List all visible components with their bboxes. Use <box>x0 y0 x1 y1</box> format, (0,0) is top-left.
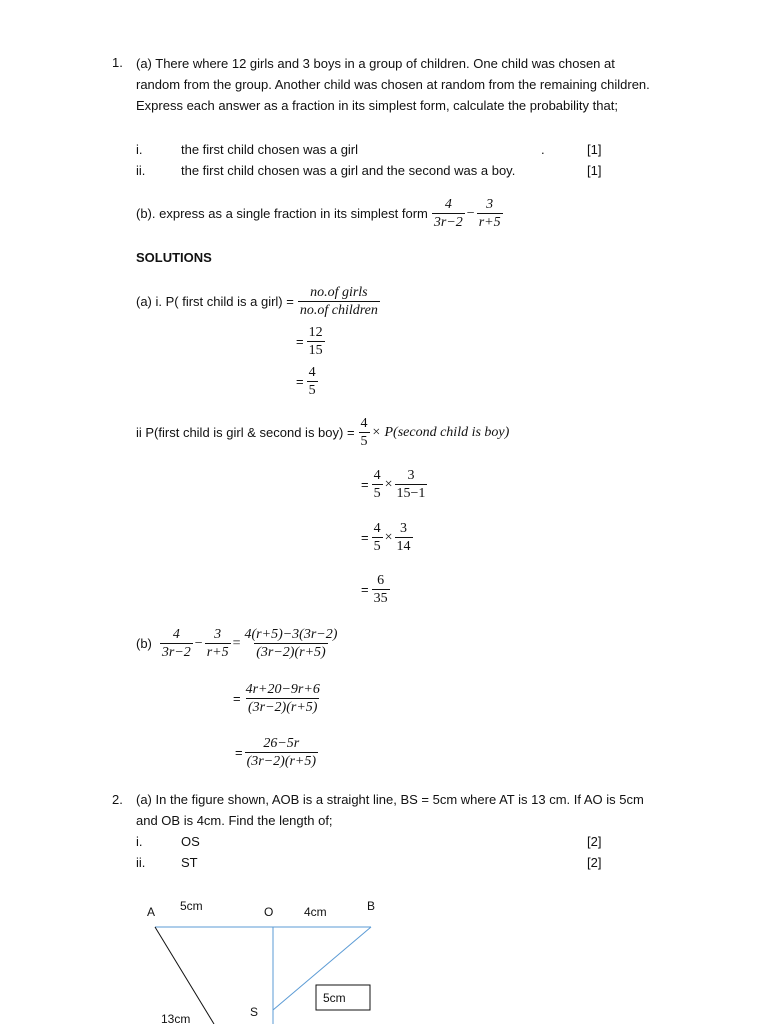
part-text: the first child chosen was a girl <box>181 142 359 157</box>
solution-step <box>296 364 318 399</box>
part-text: the first child chosen was a girl and the second was a boy. <box>181 163 516 178</box>
numerator: 12 <box>308 325 323 340</box>
numerator: 4 <box>172 627 180 642</box>
denominator: 5 <box>308 383 316 398</box>
part-number: ii. <box>136 855 146 870</box>
denominator: r+5 <box>206 645 229 660</box>
geometry-figure <box>0 884 768 1024</box>
equals: = <box>361 582 369 597</box>
denominator: 3r−2 <box>161 645 191 660</box>
fraction <box>477 196 503 231</box>
part-text: OS <box>181 834 200 849</box>
solution-step <box>233 681 322 716</box>
equals: = <box>233 691 241 706</box>
solution-a-ii <box>136 415 509 450</box>
numerator: 3 <box>486 197 494 212</box>
numerator: 4r+20−9r+6 <box>245 682 320 697</box>
ao-length-label: 5cm <box>180 899 203 913</box>
marks: [2] <box>587 855 602 870</box>
marks: [2] <box>587 834 602 849</box>
denominator: no.of children <box>299 303 378 318</box>
denominator: 15−1 <box>396 486 426 501</box>
numerator: 26−5r <box>263 736 300 751</box>
line-at <box>155 927 214 1024</box>
equals: = <box>361 477 369 492</box>
denominator: 5 <box>373 539 381 554</box>
fraction <box>307 364 318 399</box>
part-number: i. <box>136 834 143 849</box>
marks: [1] <box>587 163 602 178</box>
fraction <box>372 572 390 607</box>
solution-label: ii P(first child is girl & second is boy) = <box>136 425 355 440</box>
marks: [1] <box>587 142 602 157</box>
fraction <box>245 735 318 770</box>
equals: = <box>361 530 369 545</box>
question-text: (a) There where 12 girls and 3 boys in a group of children. One child was chosen at random from the group. Another child was chosen at random from the remaining children. Express each answer as a fraction in its simplest form, calculate the probability that; <box>136 56 650 113</box>
equals: = <box>296 334 304 349</box>
dot: . <box>541 142 545 157</box>
numerator: 4 <box>373 521 381 536</box>
point-s-label: S <box>250 1005 259 1019</box>
fraction <box>395 520 413 555</box>
equals: = <box>232 635 241 651</box>
question-number: 1. <box>112 55 123 70</box>
equals: = <box>296 374 304 389</box>
numerator: 6 <box>377 573 385 588</box>
fraction <box>372 520 383 555</box>
numerator: 4 <box>444 197 452 212</box>
fraction <box>244 681 322 716</box>
numerator: 4(r+5)−3(3r−2) <box>244 627 338 642</box>
fraction <box>395 467 428 502</box>
ob-length-label: 4cm <box>304 905 327 919</box>
point-b-label: B <box>367 899 376 913</box>
denominator: 5 <box>360 434 368 449</box>
fraction <box>307 324 325 359</box>
numerator: 3 <box>407 468 415 483</box>
probability-term: × P(second child is boy) <box>371 424 510 440</box>
denominator: 3r−2 <box>433 215 463 230</box>
numerator: 3 <box>214 627 222 642</box>
operator: − <box>194 635 203 651</box>
denominator: 14 <box>396 539 411 554</box>
at-length-label: 13cm <box>161 1012 191 1024</box>
denominator: (3r−2)(r+5) <box>246 754 317 769</box>
bs-length-label: 5cm <box>323 991 346 1005</box>
fraction <box>298 284 380 319</box>
part-number: i. <box>136 142 143 157</box>
part-text: ST <box>181 855 198 870</box>
numerator: 4 <box>360 416 368 431</box>
part-number: ii. <box>136 163 146 178</box>
operator: × <box>384 476 393 492</box>
solution-b <box>136 626 339 661</box>
denominator: (3r−2)(r+5) <box>256 645 326 660</box>
solution-step <box>361 520 413 555</box>
fraction <box>243 626 340 661</box>
point-a-label: A <box>147 905 156 919</box>
fraction <box>160 626 193 661</box>
solution-step <box>296 324 325 359</box>
fraction <box>205 626 231 661</box>
question-b-text: (b). express as a single fraction in its simplest form <box>136 206 428 221</box>
operator: − <box>466 205 475 221</box>
fraction <box>372 467 383 502</box>
denominator: 15 <box>308 343 323 358</box>
solution-step <box>235 735 318 770</box>
solution-label: (a) i. P( first child is a girl) = <box>136 294 294 309</box>
denominator: 35 <box>373 591 388 606</box>
operator: × <box>384 529 393 545</box>
question-number: 2. <box>112 792 123 807</box>
denominator: 5 <box>373 486 381 501</box>
numerator: 4 <box>308 365 316 380</box>
solution-a-i <box>136 284 380 319</box>
solutions-heading: SOLUTIONS <box>136 250 212 265</box>
equals: = <box>235 745 243 760</box>
question-b <box>136 196 503 231</box>
numerator: 4 <box>373 468 381 483</box>
question-text: (a) In the figure shown, AOB is a straight line, BS = 5cm where AT is 13 cm. If AO is 5cm and OB is 4cm. Find the length of; <box>136 792 644 828</box>
solution-step <box>361 572 390 607</box>
denominator: r+5 <box>478 215 501 230</box>
solution-step <box>361 467 427 502</box>
numerator: no.of girls <box>310 285 368 300</box>
denominator: (3r−2)(r+5) <box>247 700 318 715</box>
fraction <box>432 196 465 231</box>
fraction <box>359 415 370 450</box>
solution-label: (b) <box>136 636 152 651</box>
point-o-label: O <box>264 905 274 919</box>
numerator: 3 <box>400 521 407 536</box>
